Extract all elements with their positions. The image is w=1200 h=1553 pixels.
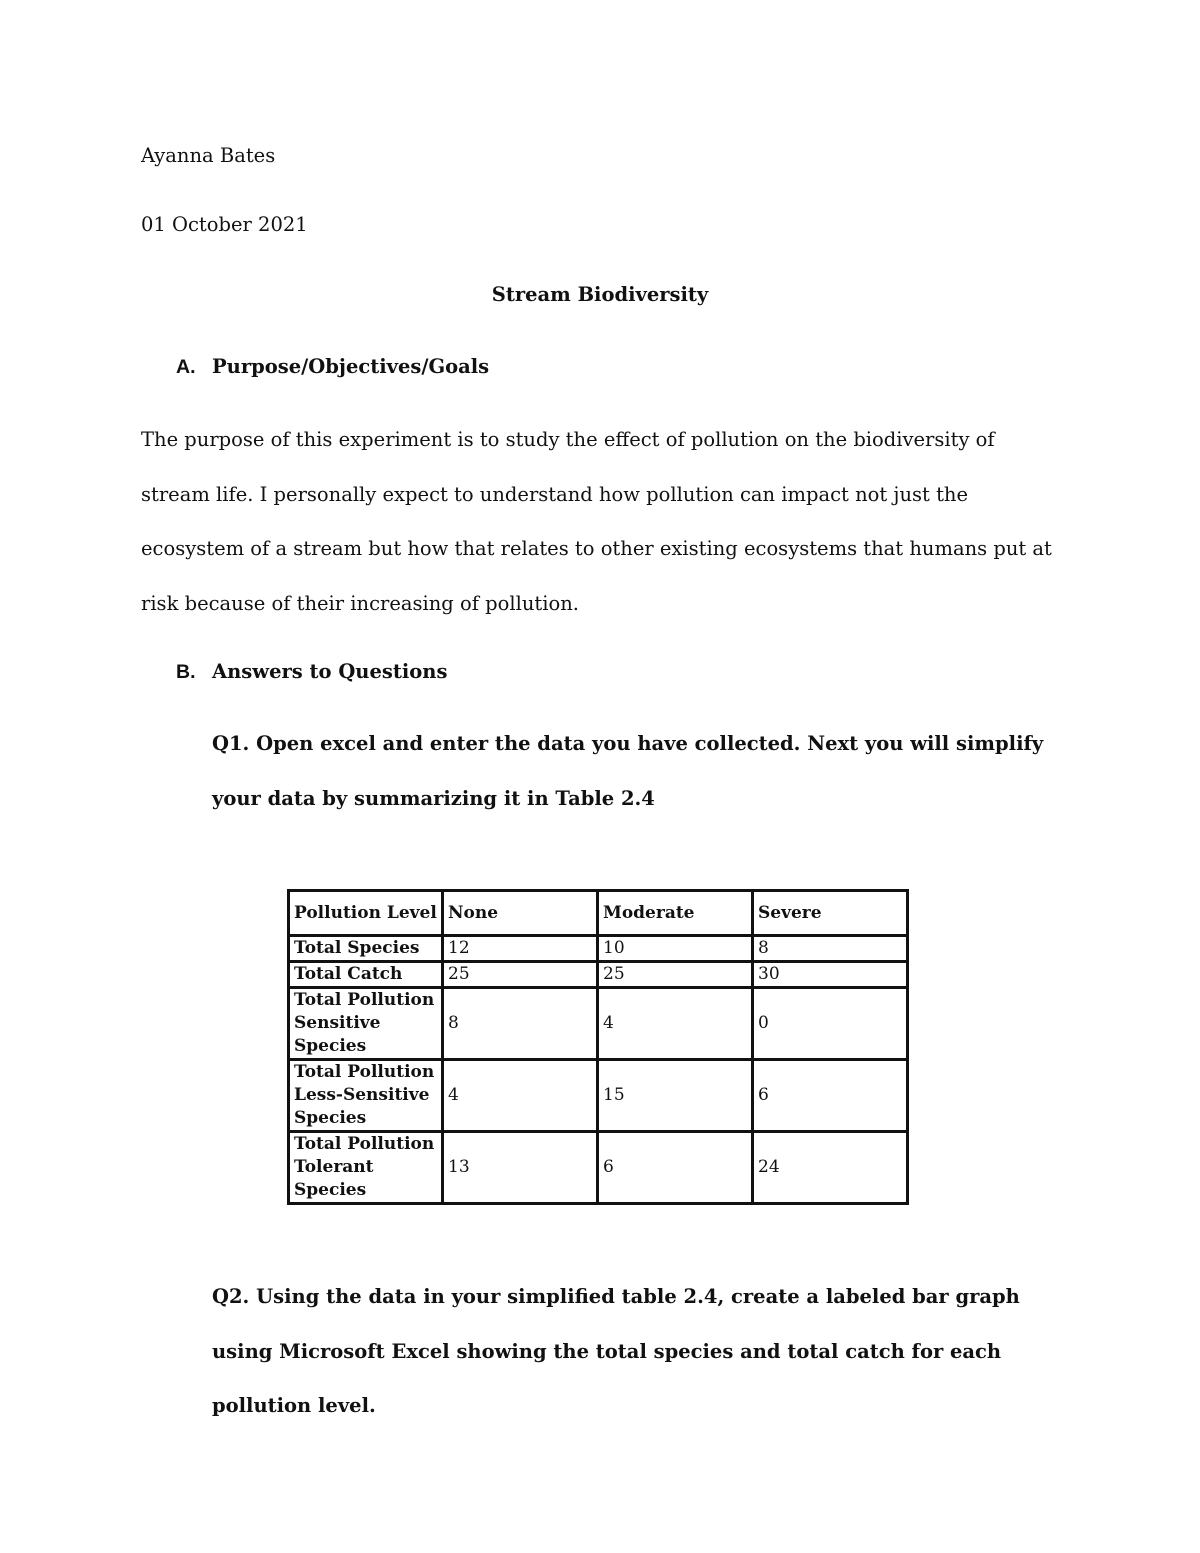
- table-cell: 8: [443, 988, 598, 1060]
- author-name: Ayanna Bates: [141, 144, 276, 167]
- section-b-title: Answers to Questions: [212, 660, 448, 683]
- document-date: 01 October 2021: [141, 213, 308, 236]
- table-cell: 13: [443, 1132, 598, 1204]
- table-cell: 10: [598, 936, 753, 962]
- header-severe: Severe: [753, 891, 908, 936]
- section-a-heading: [176, 355, 489, 379]
- purpose-paragraph: The purpose of this experiment is to study the effect of pollution on the biodiversity of stream life. I personally expect to understand how pollution can impact not just the ecosystem of a stream but how that relates to other existing ecosystems that humans put at risk because of their increasing of pollution.: [141, 428, 1052, 615]
- table-cell: 25: [598, 962, 753, 988]
- table-cell: 4: [598, 988, 753, 1060]
- table-cell: 30: [753, 962, 908, 988]
- data-table: [287, 889, 909, 1205]
- table-row: [289, 962, 908, 988]
- section-a-title: Purpose/Objectives/Goals: [212, 355, 490, 378]
- table-cell: 6: [598, 1132, 753, 1204]
- question-1: Q1. Open excel and enter the data you have collected. Next you will simplify your data by summarizing it in Table 2.4: [212, 732, 1044, 810]
- table-cell: 24: [753, 1132, 908, 1204]
- header-moderate: Moderate: [598, 891, 753, 936]
- table-cell: 15: [598, 1060, 753, 1132]
- table-header-row: [289, 891, 908, 936]
- row-label: Total Pollution Sensitive Species: [289, 988, 443, 1060]
- table-cell: 25: [443, 962, 598, 988]
- table-row: [289, 1132, 908, 1204]
- row-label: Total Pollution Less-Sensitive Species: [289, 1060, 443, 1132]
- table-2-4: [287, 889, 909, 1205]
- table-cell: 6: [753, 1060, 908, 1132]
- table-row: [289, 988, 908, 1060]
- table-row: [289, 936, 908, 962]
- table-row: [289, 1060, 908, 1132]
- section-a-letter: A.: [176, 356, 196, 378]
- section-b-heading: [176, 660, 447, 684]
- table-cell: 0: [753, 988, 908, 1060]
- header-pollution-level: Pollution Level: [289, 891, 443, 936]
- table-cell: 8: [753, 936, 908, 962]
- table-cell: 4: [443, 1060, 598, 1132]
- table-cell: 12: [443, 936, 598, 962]
- row-label: Total Pollution Tolerant Species: [289, 1132, 443, 1204]
- question-2: Q2. Using the data in your simplified table 2.4, create a labeled bar graph using Microsoft Excel showing the total species and total catch for each pollution level.: [212, 1285, 1020, 1417]
- header-none: None: [443, 891, 598, 936]
- document-title: Stream Biodiversity: [491, 283, 709, 306]
- row-label: Total Catch: [289, 962, 443, 988]
- section-b-letter: B.: [176, 661, 196, 683]
- row-label: Total Species: [289, 936, 443, 962]
